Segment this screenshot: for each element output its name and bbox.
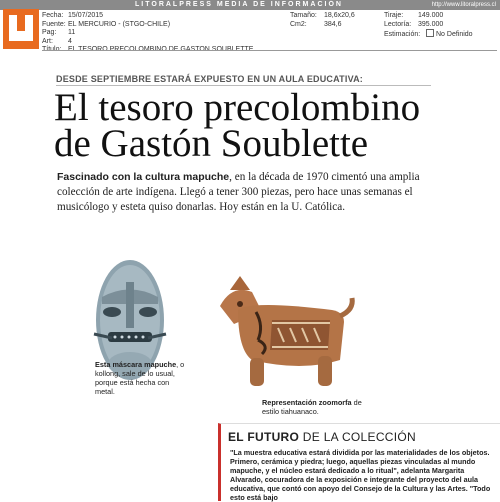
header-divider (42, 50, 497, 51)
vessel-caption: Representación zoomorfa de estilo tiahuanaco. (262, 398, 362, 416)
meta-left: Fecha: 15/07/2015 Fuente: EL MERCURIO - (STGO-CHILE) Pag: 11 Art: 4 (42, 12, 171, 45)
box-title: EL FUTURO DE LA COLECCIÓN (228, 430, 416, 444)
article-kicker: DESDE SEPTIEMBRE ESTARÁ EXPUESTO EN UN AULA EDUCATIVA: (56, 74, 363, 84)
meta-right: Tiraje: 149.000 Lectoría: 395.000 Estimación: No Definido (384, 12, 473, 38)
zoomorphic-vessel-photo (212, 250, 362, 400)
article-lead: Fascinado con la cultura mapuche, en la década de 1970 cimentó una amplia colección de arte indígena. Llegó a tener 300 piezas, pero hace unas semanas el musicólogo y esteta quiso donarlas. Hoy están en la U. Católica. (57, 171, 420, 213)
litoralpress-logo (3, 9, 39, 49)
meta-mid: Tamaño: 18,6x20,6 Cm2: 384,6 (290, 12, 355, 28)
estimate-checkbox[interactable] (426, 29, 434, 37)
top-bar (0, 0, 500, 10)
box-text: "La muestra educativa estará dividida por las materialidades de los objetos. Primero, cerámica y piedra; luego, aquellas piezas vinculadas al mundo mapuche, y el núcleo estará dedicado a lo ritual", adelanta Margarita Alvarado, cocuradora de la exposición e integrante del proyecto del aula educativa, que contó con apoyo del Consejo de la Cultura y las Artes. "Todo esto está bajo (230, 448, 491, 502)
mask-caption: Esta máscara mapuche, o kollong, sale de lo usual, porque está hecha con metal. (95, 360, 185, 396)
article-headline: El tesoro precolombino de Gastón Soublette (54, 86, 421, 165)
source-url[interactable]: http://www.litoralpress.cl (431, 2, 496, 8)
brand-name: LITORALPRESS MEDIA DE INFORMACIÓN (135, 1, 343, 8)
